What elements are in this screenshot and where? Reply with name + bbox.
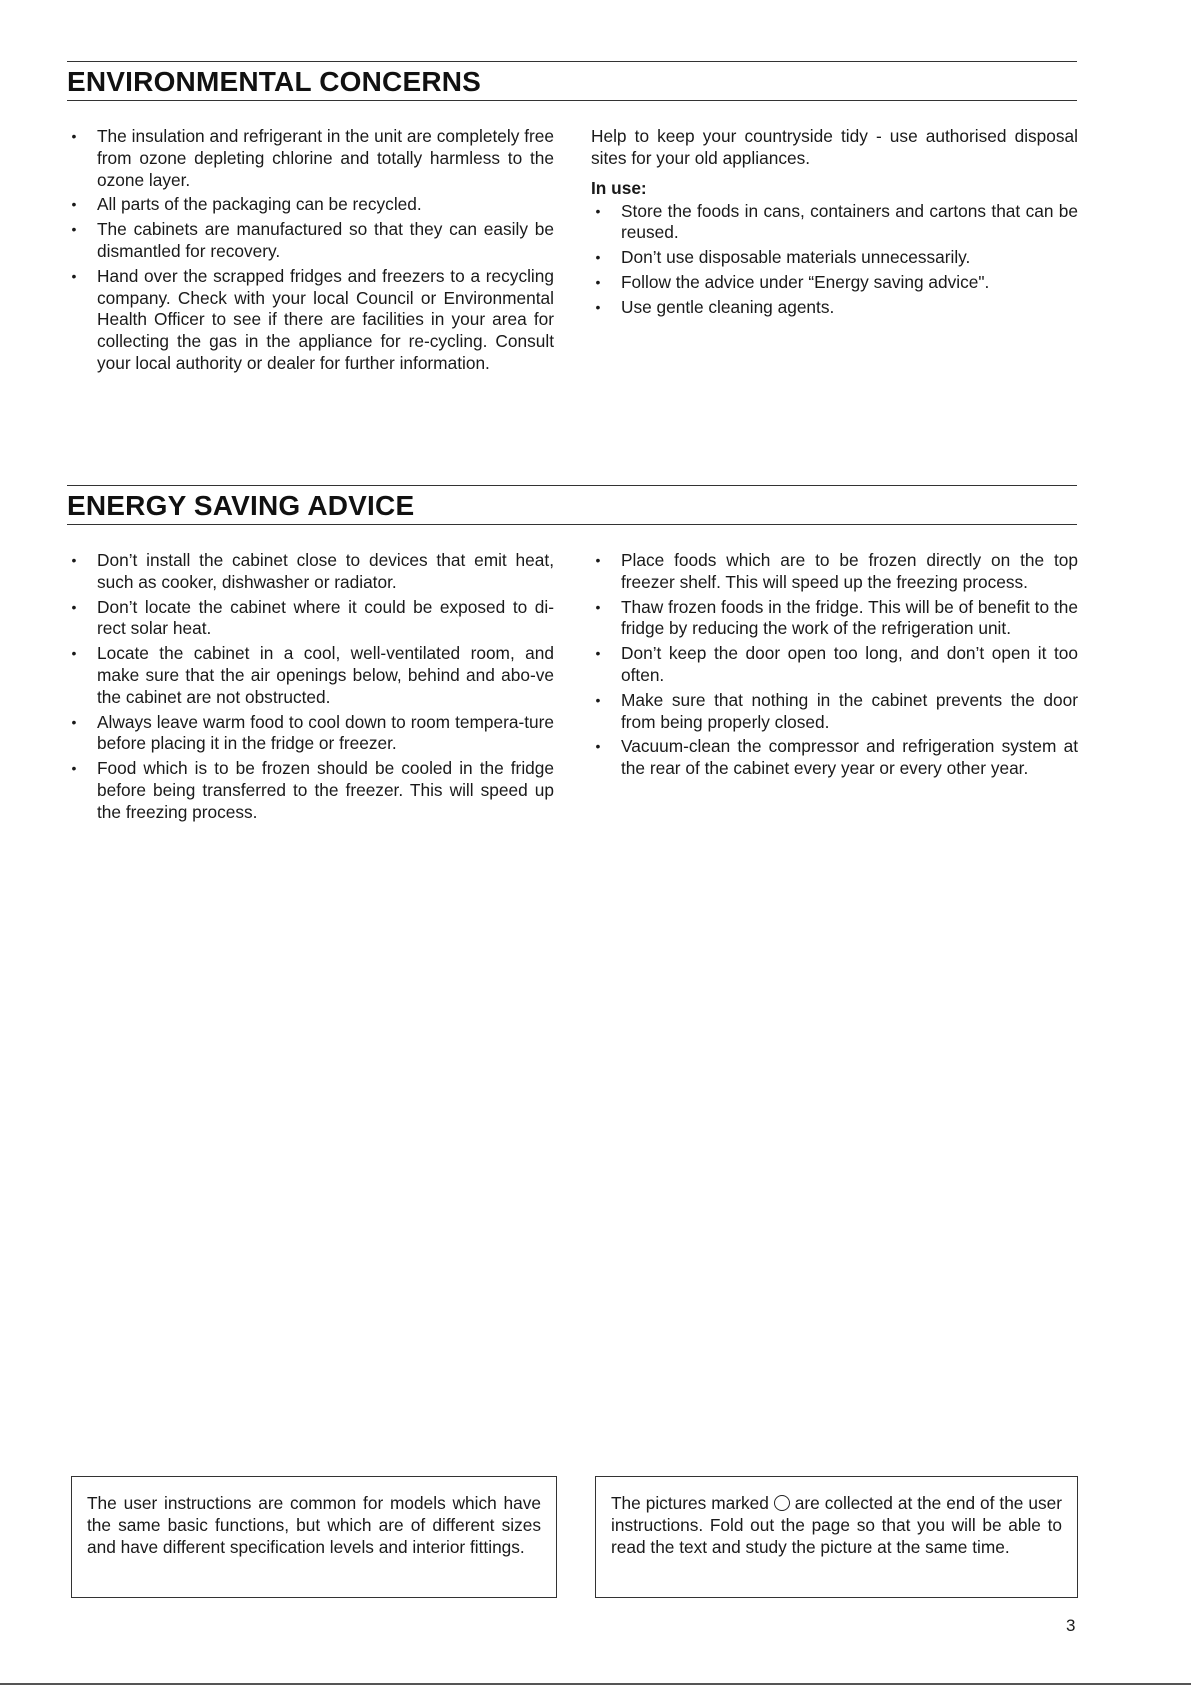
list-item: • Place foods which are to be frozen directly on the top freezer shelf. This will speed up the freezing process.: [591, 550, 1078, 594]
energy-right-list: [591, 550, 1078, 780]
bullet-icon: •: [595, 202, 601, 219]
bullet-icon: •: [595, 691, 601, 708]
bullet-icon: •: [595, 598, 601, 615]
energy-left-column: [67, 550, 554, 827]
bullet-icon: •: [71, 267, 77, 284]
bullet-icon: •: [71, 221, 77, 238]
circle-icon: [774, 1495, 790, 1511]
pictures-note-box: [595, 1476, 1078, 1598]
list-item: • Use gentle cleaning agents.: [591, 297, 1078, 319]
list-item: • Hand over the scrapped fridges and freezers to a recycling company. Check with your local Council or Environmental Health Officer to see if there are facilities in your area for collecting the gas in the appliance for re-cycling. Consult your local authority or dealer for further information.: [67, 266, 554, 375]
list-item: • Make sure that nothing in the cabinet prevents the door from being properly closed.: [591, 690, 1078, 734]
bullet-icon: •: [595, 552, 601, 568]
env-section-title: ENVIRONMENTAL CONCERNS: [67, 66, 482, 97]
env-top-rule: [67, 61, 1077, 62]
energy-heading-underline: [67, 524, 1077, 525]
list-item: • The cabinets are manufactured so that they can easily be dismantled for recovery.: [67, 219, 554, 263]
energy-left-list: [67, 550, 554, 824]
list-item: • Store the foods in cans, containers and cartons that can be reused.: [591, 201, 1078, 245]
bullet-icon: •: [595, 273, 601, 290]
bullet-icon: •: [595, 738, 601, 755]
env-left-column: [67, 126, 554, 378]
env-right-column: [591, 126, 1078, 322]
bullet-icon: •: [71, 713, 77, 730]
energy-right-column: [591, 550, 1078, 783]
list-item: • Don’t use disposable materials unnecessarily.: [591, 247, 1078, 269]
list-item: • Locate the cabinet in a cool, well-ventilated room, and make sure that the air openings below, behind and abo-ve the cabinet are not obstructed.: [67, 643, 554, 708]
list-item: • Thaw frozen foods in the fridge. This will be of benefit to the fridge by reducing the work of the refrigeration unit.: [591, 597, 1078, 641]
models-note-text: The user instructions are common for models which have the same basic functions, but which are of different sizes and have different specification levels and interior fittings.: [87, 1493, 541, 1557]
list-item: • The insulation and refrigerant in the unit are completely free from ozone depleting chlorine and totally harmless to the ozone layer.: [67, 126, 554, 191]
pictures-note-text: The pictures marked are collected at the end of the user instructions. Fold out the page so that you will be able to read the text and study the picture at the same time.: [611, 1493, 1062, 1557]
env-heading-underline: [67, 100, 1077, 101]
page-number: 3: [1066, 1616, 1076, 1635]
in-use-heading: In use:: [591, 177, 647, 198]
list-item: • Food which is to be frozen should be cooled in the fridge before being transferred to the freezer. This will speed up the freezing process.: [67, 758, 554, 823]
list-item: • Always leave warm food to cool down to room tempera-ture before placing it in the fridge or freezer.: [67, 712, 554, 756]
bullet-icon: •: [595, 645, 601, 662]
list-item: • Vacuum-clean the compressor and refrigeration system at the rear of the cabinet every year or every other year.: [591, 736, 1078, 780]
models-note-box: [71, 1476, 557, 1598]
energy-section-title: ENERGY SAVING ADVICE: [67, 490, 415, 521]
env-intro-paragraph: Help to keep your countryside tidy - use authorised disposal sites for your old appliances.: [591, 126, 1078, 168]
bullet-icon: •: [71, 645, 77, 662]
list-item: • Don’t keep the door open too long, and don’t open it too often.: [591, 643, 1078, 687]
list-item: • Don’t install the cabinet close to devices that emit heat, such as cooker, dishwasher or radiator.: [67, 550, 554, 594]
list-item: • Don’t locate the cabinet where it could be exposed to di-rect solar heat.: [67, 597, 554, 641]
env-left-list: [67, 126, 554, 375]
bullet-icon: •: [71, 598, 77, 615]
bullet-icon: •: [71, 196, 77, 213]
energy-top-rule: [67, 485, 1077, 486]
bullet-icon: •: [71, 760, 77, 777]
bullet-icon: •: [71, 552, 77, 568]
list-item: • All parts of the packaging can be recycled.: [67, 194, 554, 216]
bullet-icon: •: [595, 249, 601, 266]
bullet-icon: •: [595, 298, 601, 315]
list-item: • Follow the advice under “Energy saving advice".: [591, 272, 1078, 294]
bullet-icon: •: [71, 128, 77, 144]
env-right-list: [591, 201, 1078, 319]
